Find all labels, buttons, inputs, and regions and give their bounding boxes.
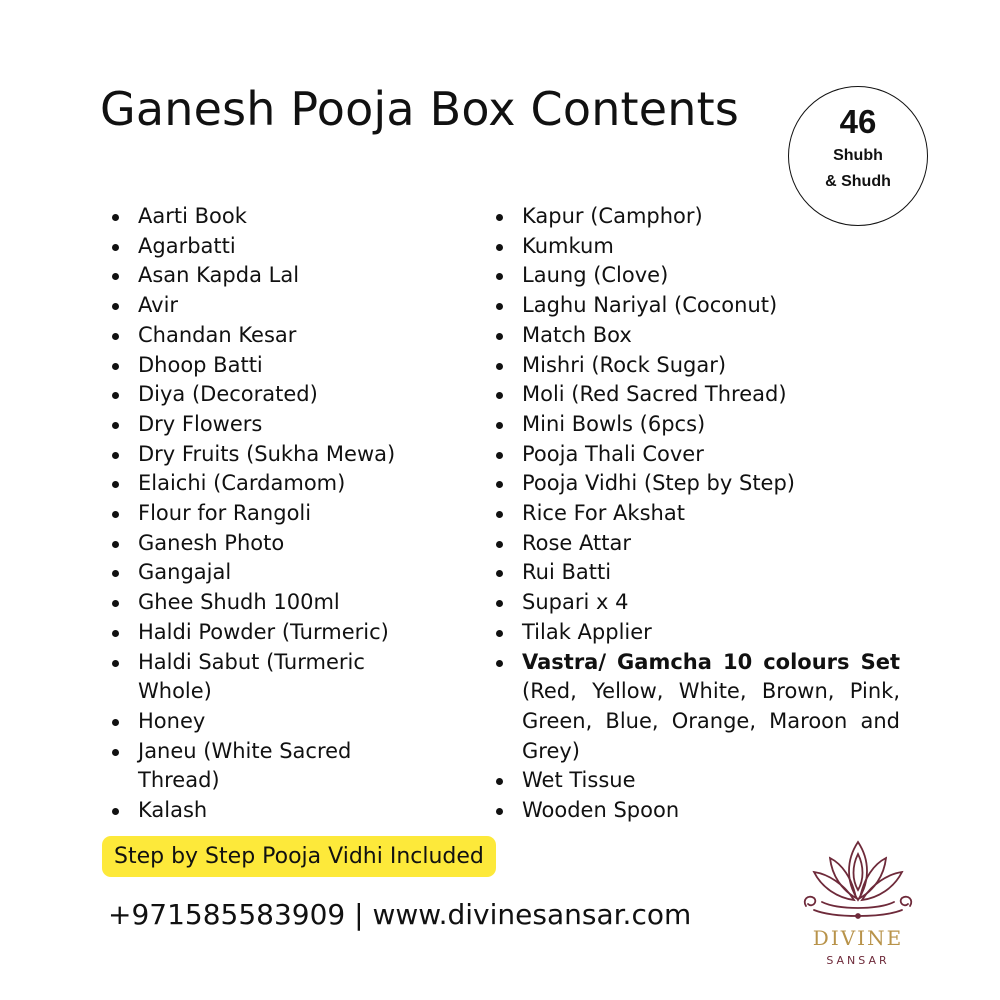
list-item-vastra [484, 648, 900, 767]
list-item: Aarti Book [100, 202, 430, 232]
list-item: Avir [100, 291, 430, 321]
badge-line-2: & Shudh [825, 173, 891, 190]
vastra-colours: (Red, Yellow, White, Brown, Pink, Green, Blue, Orange, Maroon and Grey) [522, 679, 900, 763]
list-item: Agarbatti [100, 232, 430, 262]
logo-name: DIVINE [812, 926, 904, 950]
list-item: Rose Attar [484, 529, 900, 559]
list-item: Dhoop Batti [100, 351, 430, 381]
list-item: Elaichi (Cardamom) [100, 469, 430, 499]
page-title: Ganesh Pooja Box Contents [100, 82, 740, 136]
list-item: Moli (Red Sacred Thread) [484, 380, 900, 410]
list-item: Ghee Shudh 100ml [100, 588, 430, 618]
badge-number: 46 [839, 103, 877, 140]
list-item: Gangajal [100, 558, 430, 588]
list-item: Laung (Clove) [484, 261, 900, 291]
list-item: Supari x 4 [484, 588, 900, 618]
list-item: Rui Batti [484, 558, 900, 588]
list-item: Kumkum [484, 232, 900, 262]
list-item: Kapur (Camphor) [484, 202, 900, 232]
list-item: Laghu Nariyal (Coconut) [484, 291, 900, 321]
list-item: Asan Kapda Lal [100, 261, 430, 291]
list-item: Kalash [100, 796, 430, 826]
divine-sansar-logo [798, 830, 918, 980]
list-item: Janeu (White Sacred Thread) [100, 737, 430, 796]
list-item: Chandan Kesar [100, 321, 430, 351]
list-item: Pooja Vidhi (Step by Step) [484, 469, 900, 499]
list-item: Mini Bowls (6pcs) [484, 410, 900, 440]
contact-info: +971585583909 | www.divinesansar.com [108, 898, 692, 931]
contents-list-right [484, 202, 900, 826]
list-item: Rice For Akshat [484, 499, 900, 529]
list-item: Dry Fruits (Sukha Mewa) [100, 440, 430, 470]
list-item: Haldi Sabut (Turmeric Whole) [100, 648, 430, 707]
list-item: Wooden Spoon [484, 796, 900, 826]
contents-list-left [100, 202, 430, 826]
list-item: Tilak Applier [484, 618, 900, 648]
list-item: Haldi Powder (Turmeric) [100, 618, 430, 648]
badge-line-1: Shubh [833, 147, 883, 164]
list-item: Ganesh Photo [100, 529, 430, 559]
list-item: Wet Tissue [484, 766, 900, 796]
logo-subtitle: SANSAR [826, 954, 890, 967]
list-item: Honey [100, 707, 430, 737]
list-item: Pooja Thali Cover [484, 440, 900, 470]
list-item: Dry Flowers [100, 410, 430, 440]
lotus-icon [798, 830, 918, 926]
list-item: Diya (Decorated) [100, 380, 430, 410]
list-item: Flour for Rangoli [100, 499, 430, 529]
pooja-vidhi-banner: Step by Step Pooja Vidhi Included [102, 836, 496, 877]
vastra-title: Vastra/ Gamcha 10 colours Set [522, 649, 900, 674]
list-item: Mishri (Rock Sugar) [484, 351, 900, 381]
list-item: Match Box [484, 321, 900, 351]
